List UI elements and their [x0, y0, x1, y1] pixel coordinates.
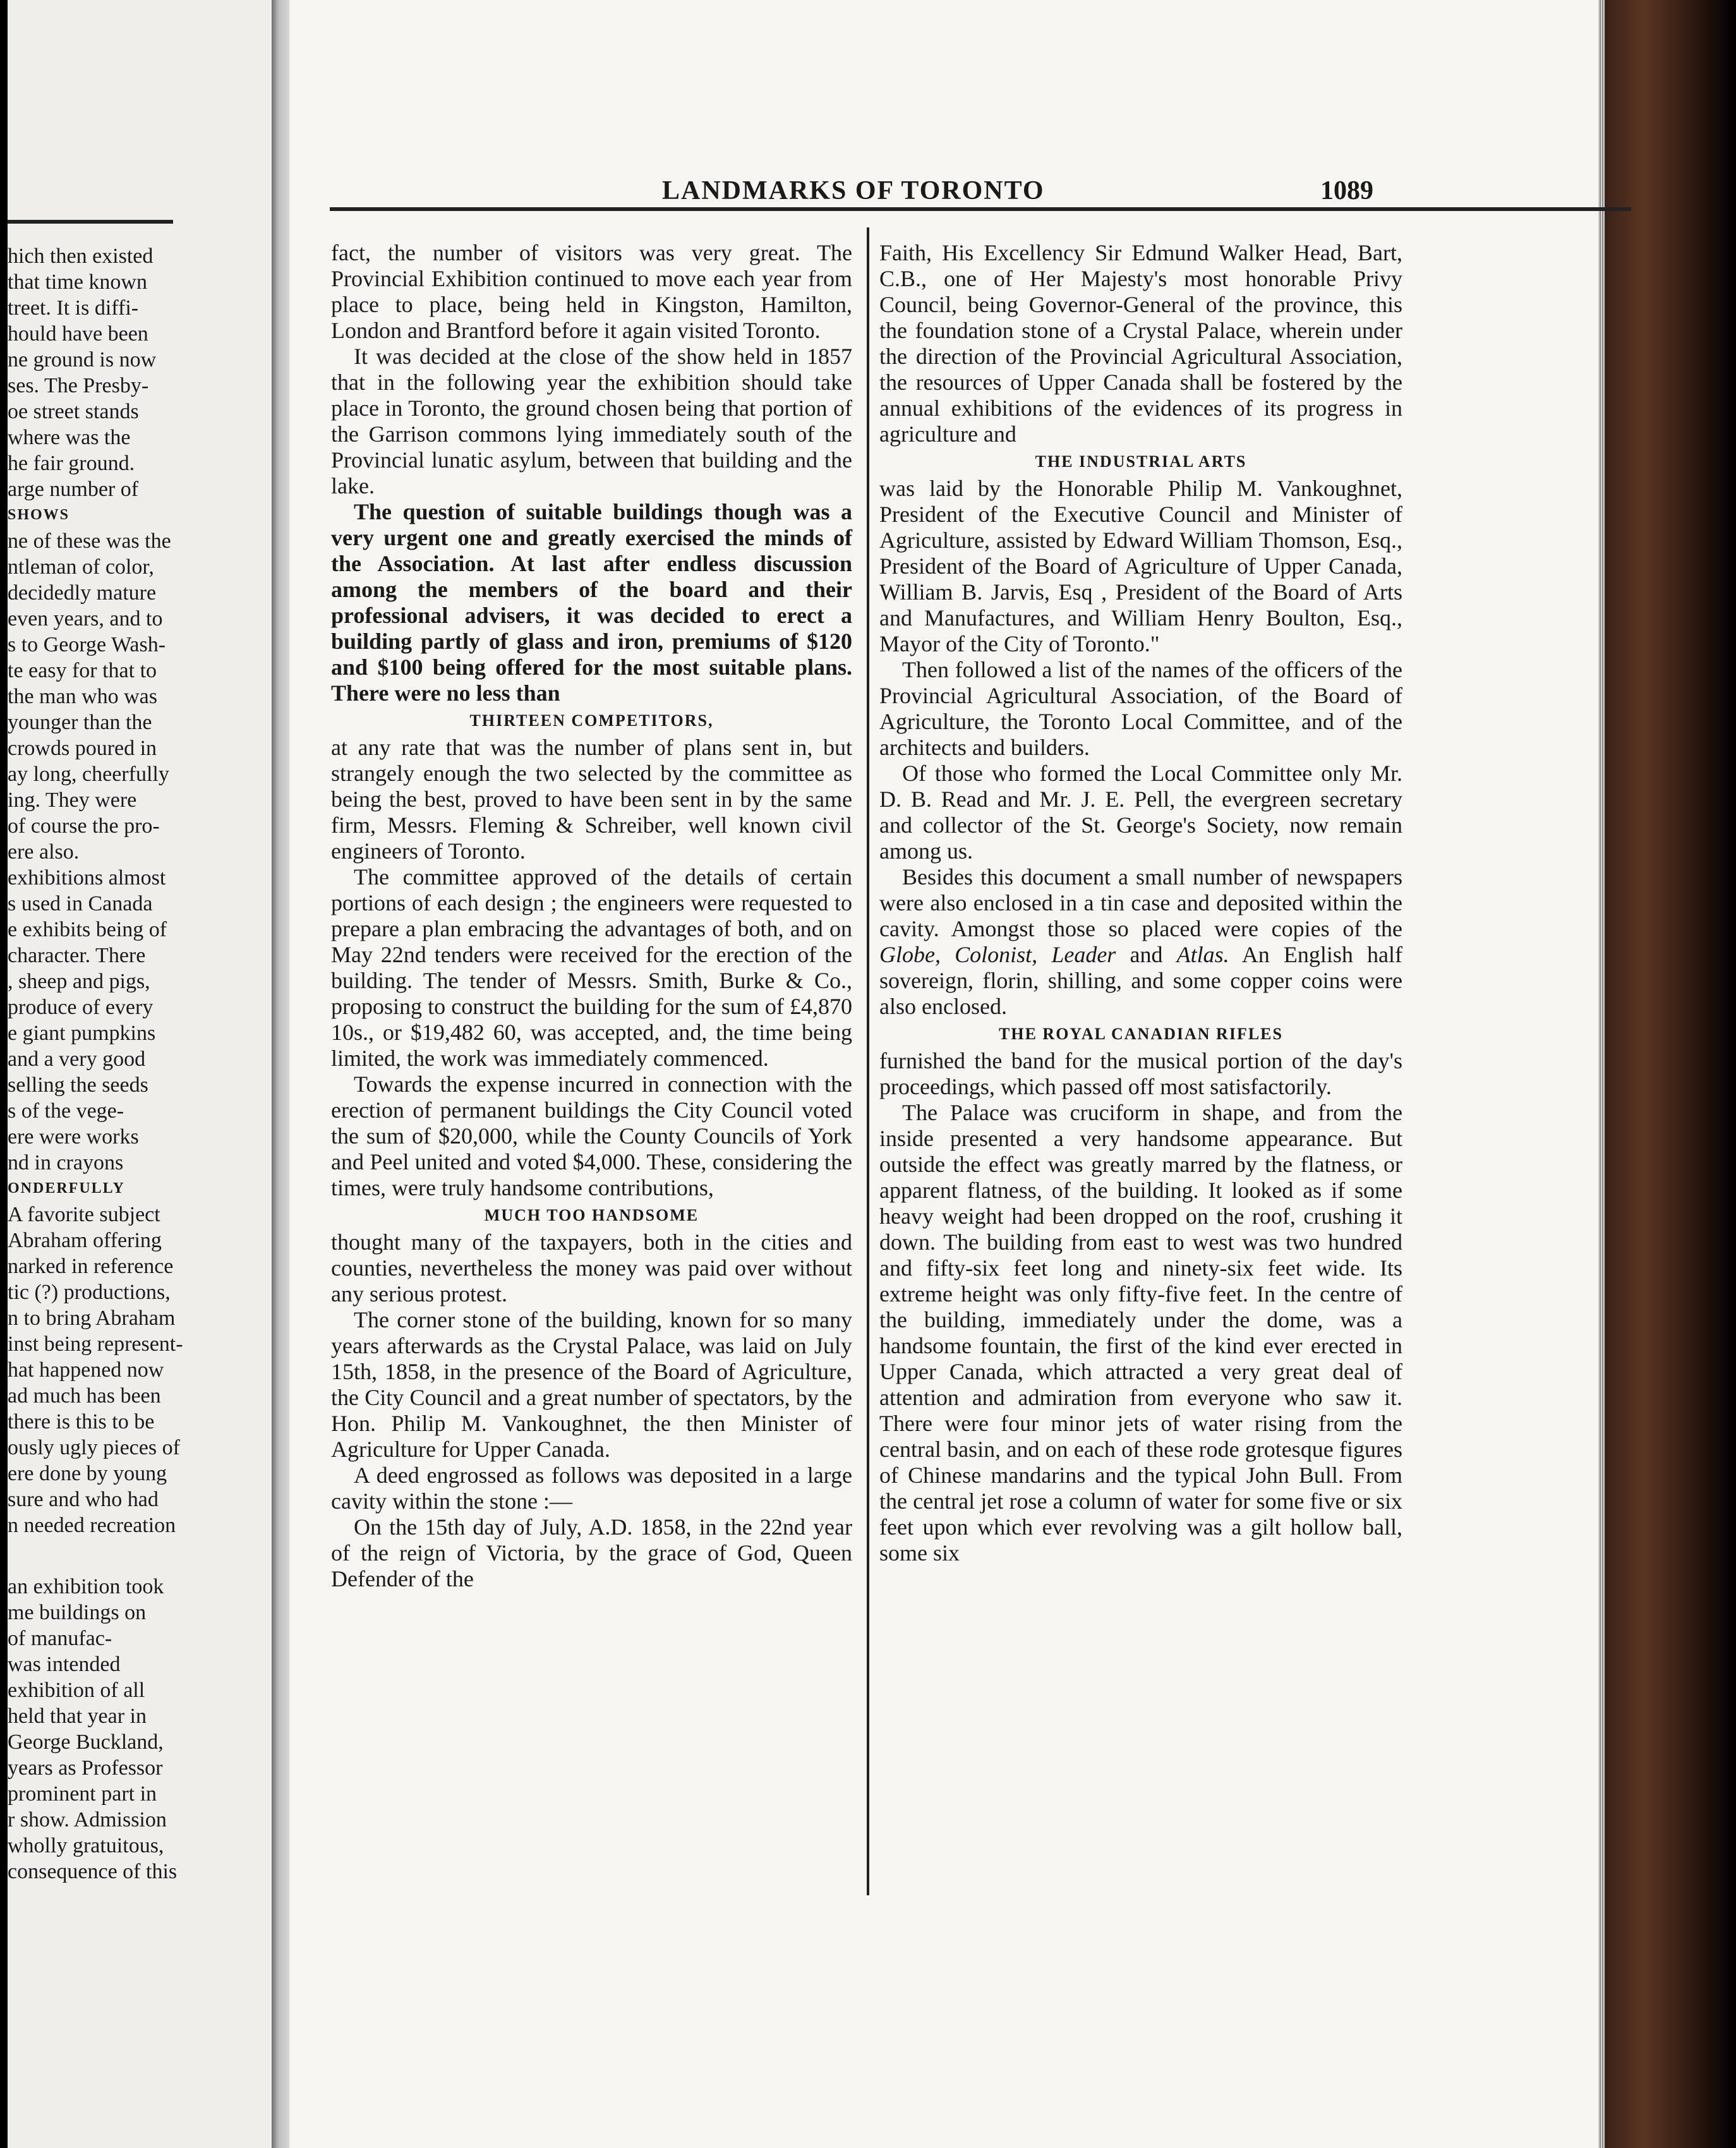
- fragment-line: an exhibition took: [8, 1575, 164, 1598]
- fragment-line: ONDERFULLY: [8, 1180, 125, 1197]
- fragment-line: where was the: [8, 426, 131, 449]
- paragraph: fact, the number of visitors was very great. The Provincial Exhibition continued to move each year from place to place, being held in Kingston, Hamilton, London and Brantford before it again visited Toronto.: [331, 240, 852, 343]
- paragraph: [879, 864, 1402, 1020]
- fragment-line: ne of these was the: [8, 529, 171, 553]
- fragment-line: A favorite subject: [8, 1203, 160, 1226]
- fragment-line: of course the pro-: [8, 814, 160, 838]
- fragment-line: n to bring Abraham: [8, 1306, 176, 1330]
- fragment-line: years as Professor: [8, 1756, 163, 1780]
- fragment-line: ay long, cheerfully: [8, 763, 169, 786]
- text-run: Besides this document a small number of newspapers were also enclosed in a tin case and deposited within the cavity. Amongst those so placed were copies of the: [879, 864, 1402, 941]
- paragraph: Of those who formed the Local Committee only Mr. D. B. Read and Mr. J. E. Pell, the evergreen secretary and collector of the St. George's Society, now remain among us.: [879, 761, 1402, 864]
- fragment-line: that time known: [8, 270, 147, 294]
- fragment-line: of manufac-: [8, 1627, 112, 1650]
- paragraph: The Palace was cruciform in shape, and from the inside presented a very handsome appearance. But outside the effect was greatly marred by the flatness, or apparent flatness, of the building. It looked as if some heavy weight had been dropped on the roof, crushing it down. The building from east to west was two hundred and fifty-six feet long and ninety-six feet wide. Its extreme height was only fifty-five feet. In the centre of the building, immediately under the dome, was a handsome fountain, the first of the kind ever erected in Upper Canada, which attracted a very great deal of attention and admiration from everyone who saw it. There were four minor jets of water rising from the central basin, and on each of these rode grotesque figures of Chinese mandarins and the typical John Bull. From the central jet rose a column of water for some five or six feet upon which ever revolving was a gilt hollow ball, some six: [879, 1100, 1402, 1566]
- fragment-line: ne ground is now: [8, 348, 157, 371]
- newspaper-title: Globe,: [879, 942, 941, 967]
- column-left: [331, 240, 852, 1592]
- page-number: 1089: [1320, 176, 1373, 205]
- fragment-line: te easy for that to: [8, 659, 157, 682]
- fragment-line: r show. Admission: [8, 1808, 167, 1831]
- paragraph: The committee approved of the details of certain portions of each design ; the engineers were requested to prepare a plan embracing the advantages of both, and on May 22nd tenders were received for the erection of the building. The tender of Messrs. Smith, Burke & Co., proposing to construct the building for the sum of £4,870 10s., or $19,482 60, was accepted, and, the time being limited, the work was immediately commenced.: [331, 864, 852, 1071]
- fragment-line: e exhibits being of: [8, 918, 167, 941]
- fragment-line: held that year in: [8, 1705, 147, 1728]
- newspaper-title: Atlas.: [1176, 942, 1229, 967]
- paragraph: Faith, His Excellency Sir Edmund Walker Head, Bart, C.B., one of Her Majesty's most honorable Privy Council, being Governor-General of the province, this the foundation stone of a Crystal Palace, wherein under the direction of the Provincial Agricultural Association, the resources of Upper Canada shall be fostered by the annual exhibitions of the evidences of its progress in agriculture and: [879, 240, 1402, 447]
- paragraph: furnished the band for the musical portion of the day's proceedings, which passed off most satisfactorily.: [879, 1048, 1402, 1099]
- fragment-gap: [8, 1538, 260, 1574]
- fragment-line: hat happened now: [8, 1358, 164, 1382]
- fragment-line: exhibition of all: [8, 1679, 145, 1702]
- paragraph: The question of suitable buildings though was a very urgent one and greatly exercised the minds of the Association. At last after endless discussion among the members of the board and their professional advisers, it was decided to erect a building partly of glass and iron, premiums of $120 and $100 being offered for the most suitable plans. There were no less than: [331, 499, 852, 706]
- fragment-line: wholly gratuitous,: [8, 1834, 164, 1857]
- fragment-line: was intended: [8, 1653, 121, 1676]
- fragment-line: ously ugly pieces of: [8, 1436, 180, 1459]
- fragment-line: narked in reference: [8, 1255, 174, 1278]
- paragraph: was laid by the Honorable Philip M. Vankoughnet, President of the Executive Council and Minister of Agriculture, assisted by Edward William Thomson, Esq., President of the Board of Agriculture of Upper Canada, William B. Jarvis, Esq , President of the Board of Arts and Manufactures, and William Henry Boulton, Esq., Mayor of the City of Toronto.": [879, 476, 1402, 656]
- fragment-line: tic (?) productions,: [8, 1281, 171, 1304]
- book-gutter: [272, 0, 289, 2148]
- left-page-text: [8, 243, 260, 1885]
- fragment-line: prominent part in: [8, 1782, 157, 1806]
- fragment-line: exhibitions almost: [8, 866, 166, 890]
- fragment-line: , sheep and pigs,: [8, 970, 150, 993]
- fragment-line: oe street stands: [8, 400, 139, 423]
- section-heading: THIRTEEN COMPETITORS,: [469, 711, 714, 730]
- fragment-line: character. There: [8, 944, 146, 967]
- fragment-line: ntleman of color,: [8, 555, 154, 579]
- fragment-line: ere were works: [8, 1125, 139, 1149]
- paragraph: Then followed a list of the names of the officers of the Provincial Agricultural Association, of the Board of Agriculture, the Toronto Local Committee, and of the architects and builders.: [879, 657, 1402, 760]
- fragment-line: and a very good: [8, 1047, 146, 1071]
- fragment-line: he fair ground.: [8, 452, 135, 475]
- fragment-line: selling the seeds: [8, 1073, 148, 1097]
- fragment-line: ses. The Presby-: [8, 374, 149, 397]
- text-run: An English half sovereign, florin, shilling, and some copper coins were also enclosed.: [879, 942, 1403, 1019]
- fragment-line: arge number of: [8, 478, 139, 501]
- column-divider: [867, 227, 869, 1895]
- fragment-line: nd in crayons: [8, 1151, 124, 1174]
- header-rule: [330, 207, 1631, 211]
- text-run: and: [1116, 942, 1177, 967]
- paragraph: at any rate that was the number of plans sent in, but strangely enough the two selected by the committee as being the best, proved to have been sent in by the same firm, Messrs. Fleming & Schreiber, well known civil engineers of Toronto.: [331, 735, 852, 864]
- fragment-line: hould have been: [8, 322, 148, 346]
- fragment-line: e giant pumpkins: [8, 1022, 156, 1045]
- fragment-line: decidedly mature: [8, 581, 157, 605]
- paragraph: The corner stone of the building, known for so many years afterwards as the Crystal Palace, was laid on July 15th, 1858, in the presence of the Board of Agriculture, the City Council and a great number of spectators, by the Hon. Philip M. Vankoughnet, the then Minister of Agriculture for Upper Canada.: [331, 1307, 852, 1462]
- fragment-line: s used in Canada: [8, 892, 153, 915]
- paragraph: On the 15th day of July, A.D. 1858, in the 22nd year of the reign of Victoria, by the grace of God, Queen Defender of the: [331, 1514, 852, 1591]
- fragment-line: SHOWS: [8, 507, 70, 523]
- column-right: [879, 240, 1402, 1566]
- fragment-line: ere also.: [8, 840, 80, 864]
- fragment-line: George Buckland,: [8, 1730, 164, 1754]
- fragment-line: crowds poured in: [8, 737, 157, 760]
- fragment-line: consequence of this: [8, 1860, 178, 1883]
- section-heading: THE ROYAL CANADIAN RIFLES: [999, 1025, 1283, 1043]
- fragment-line: ad much has been: [8, 1384, 161, 1408]
- paragraph: thought many of the taxpayers, both in the cities and counties, nevertheless the money was paid over without any serious protest.: [331, 1229, 852, 1306]
- fragment-line: younger than the: [8, 711, 152, 734]
- fragment-line: s of the vege-: [8, 1099, 124, 1123]
- facing-page-fragment: [8, 0, 272, 2148]
- section-heading: MUCH TOO HANDSOME: [484, 1206, 699, 1224]
- fragment-line: there is this to be: [8, 1410, 155, 1433]
- fragment-line: ere done by young: [8, 1462, 167, 1485]
- fragment-line: inst being represent-: [8, 1332, 183, 1356]
- paragraph: A deed engrossed as follows was deposited in a large cavity within the stone :—: [331, 1463, 852, 1514]
- paragraph: Towards the expense incurred in connection with the erection of permanent buildings the City Council voted the sum of $20,000, while the County Councils of York and Peel united and voted $4,000. These, considering the times, were truly handsome contributions,: [331, 1071, 852, 1200]
- fragment-line: the man who was: [8, 685, 158, 708]
- fragment-line: sure and who had: [8, 1488, 159, 1511]
- fragment-line: me buildings on: [8, 1601, 147, 1624]
- running-title: LANDMARKS OF TORONTO: [662, 176, 1045, 205]
- paragraph: It was decided at the close of the show held in 1857 that in the following year the exhibition should take place in Toronto, the ground chosen being that portion of the Garrison commons lying immediately south of the Provincial lunatic asylum, between that building and the lake.: [331, 344, 852, 498]
- fragment-line: produce of every: [8, 996, 154, 1019]
- left-page-rule: [8, 220, 173, 224]
- fragment-line: even years, and to: [8, 607, 163, 631]
- fragment-line: s to George Wash-: [8, 633, 166, 656]
- book-cover-edge: [1605, 0, 1736, 2148]
- newspaper-title: Leader: [1051, 942, 1116, 967]
- fragment-line: Abraham offering: [8, 1229, 162, 1252]
- scan-border: [0, 0, 8, 2148]
- fragment-line: treet. It is diffi-: [8, 296, 139, 320]
- fragment-line: hich then existed: [8, 244, 154, 268]
- newspaper-title: Colonist,: [955, 942, 1038, 967]
- fragment-line: n needed recreation: [8, 1514, 176, 1537]
- section-heading: THE INDUSTRIAL ARTS: [1035, 452, 1247, 471]
- fragment-line: ing. They were: [8, 788, 137, 812]
